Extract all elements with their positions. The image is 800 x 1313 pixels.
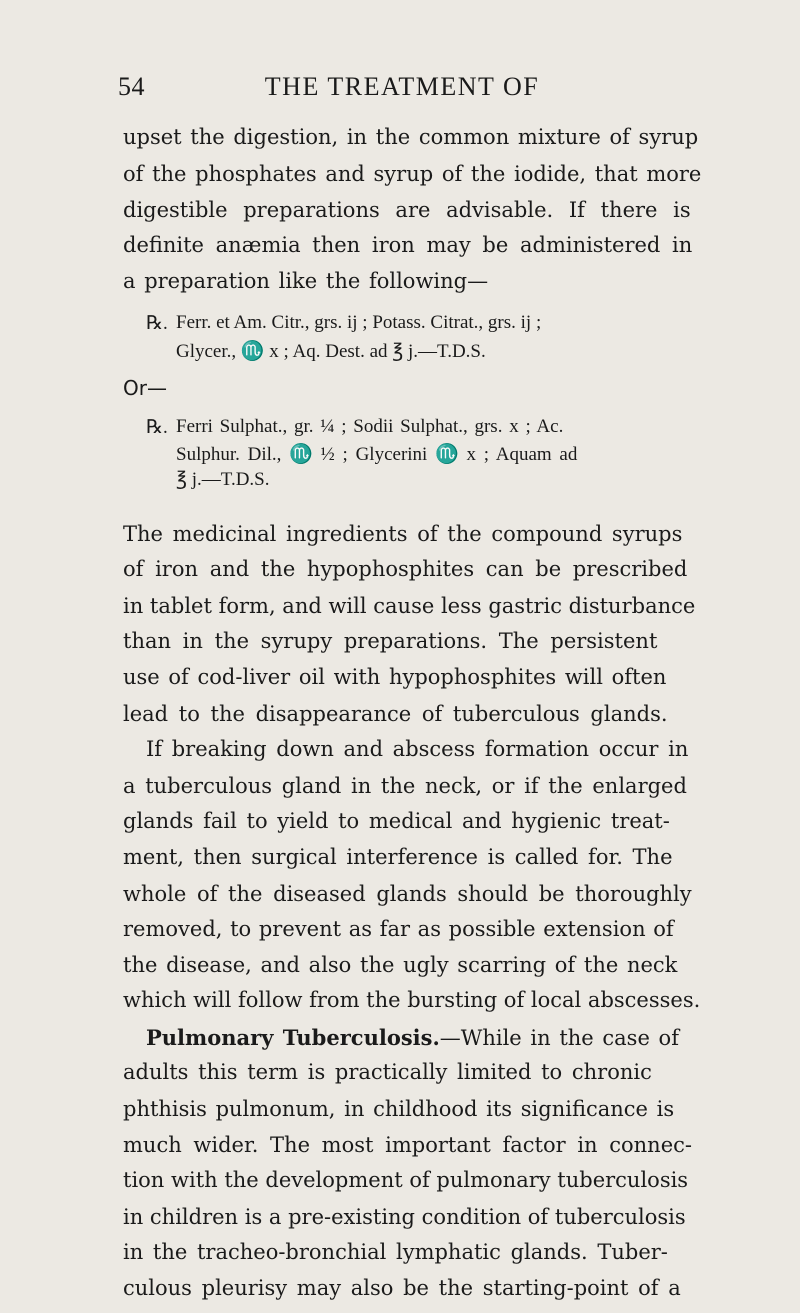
- body-line: in children is a pre-existing condition of tuberculosis: [123, 1204, 686, 1229]
- or-label: Or—: [123, 375, 167, 400]
- body-line: of iron and the hypophosphites can be prescribed: [123, 557, 688, 582]
- prescription-line: Ferr. et Am. Citr., grs. ij ; Potass. Citrat., grs. ij ;: [176, 312, 542, 333]
- section-heading: Pulmonary Tuberculosis.: [146, 1024, 440, 1050]
- body-line: tion with the development of pulmonary tuberculosis: [123, 1168, 689, 1193]
- body-line: of the phosphates and syrup of the iodide, that more: [123, 161, 702, 186]
- running-head: THE TREATMENT OF: [264, 72, 540, 101]
- page-number: 54: [118, 72, 145, 101]
- body-line: adults this term is practically limited to chronic: [123, 1060, 652, 1085]
- body-line: The medicinal ingredients of the compound syrups: [123, 521, 683, 546]
- body-line: whole of the diseased glands should be thoroughly: [123, 881, 692, 906]
- body-line: phthisis pulmonum, in childhood its significance is: [123, 1096, 675, 1121]
- body-line: in tablet form, and will cause less gastric disturbance: [123, 593, 696, 618]
- body-line: than in the syrupy preparations. The persistent: [123, 629, 658, 654]
- body-line: definite anæmia then iron may be administered in: [123, 233, 693, 258]
- body-line: If breaking down and abscess formation occur in: [146, 737, 689, 762]
- recipe-symbol: ℞.: [146, 313, 168, 334]
- prescription-line: ℥ j.—T.D.S.: [176, 468, 270, 490]
- page-header: [118, 72, 686, 102]
- body-line: which will follow from the bursting of local abscesses.: [123, 988, 701, 1013]
- body-line: a preparation like the following—: [123, 268, 489, 293]
- body-line: use of cod-liver oil with hypophosphites will often: [123, 665, 667, 690]
- body-line: lead to the disappearance of tuberculous glands.: [123, 701, 668, 726]
- prescription-line: Glycer., ♏ x ; Aq. Dest. ad ℥ j.—T.D.S.: [176, 340, 486, 362]
- body-line: in the tracheo-bronchial lymphatic glands. Tuber-: [123, 1240, 668, 1265]
- heading-continuation: —While in the case of: [439, 1025, 679, 1050]
- recipe-symbol: ℞.: [146, 416, 168, 438]
- body-line: the disease, and also the ugly scarring of the neck: [123, 952, 678, 977]
- body-line: much wider. The most important factor in connec-: [123, 1132, 692, 1157]
- body-line: upset the digestion, in the common mixture of syrup: [123, 125, 699, 150]
- body-line: digestible preparations are advisable. If there is: [123, 197, 691, 222]
- body-line: [146, 1025, 679, 1050]
- body-line: glands fail to yield to medical and hygienic treat-: [123, 809, 670, 834]
- body-line: ment, then surgical interference is called for. The: [123, 844, 673, 869]
- body-line: culous pleurisy may also be the starting-point of a: [123, 1275, 681, 1300]
- prescription-line: Ferri Sulphat., gr. ¼ ; Sodii Sulphat., grs. x ; Ac.: [176, 415, 564, 437]
- body-line: a tuberculous gland in the neck, or if the enlarged: [123, 773, 687, 798]
- prescription-line: Sulphur. Dil., ♏ ½ ; Glycerini ♏ x ; Aquam ad: [176, 443, 578, 465]
- body-line: removed, to prevent as far as possible extension of: [123, 917, 674, 942]
